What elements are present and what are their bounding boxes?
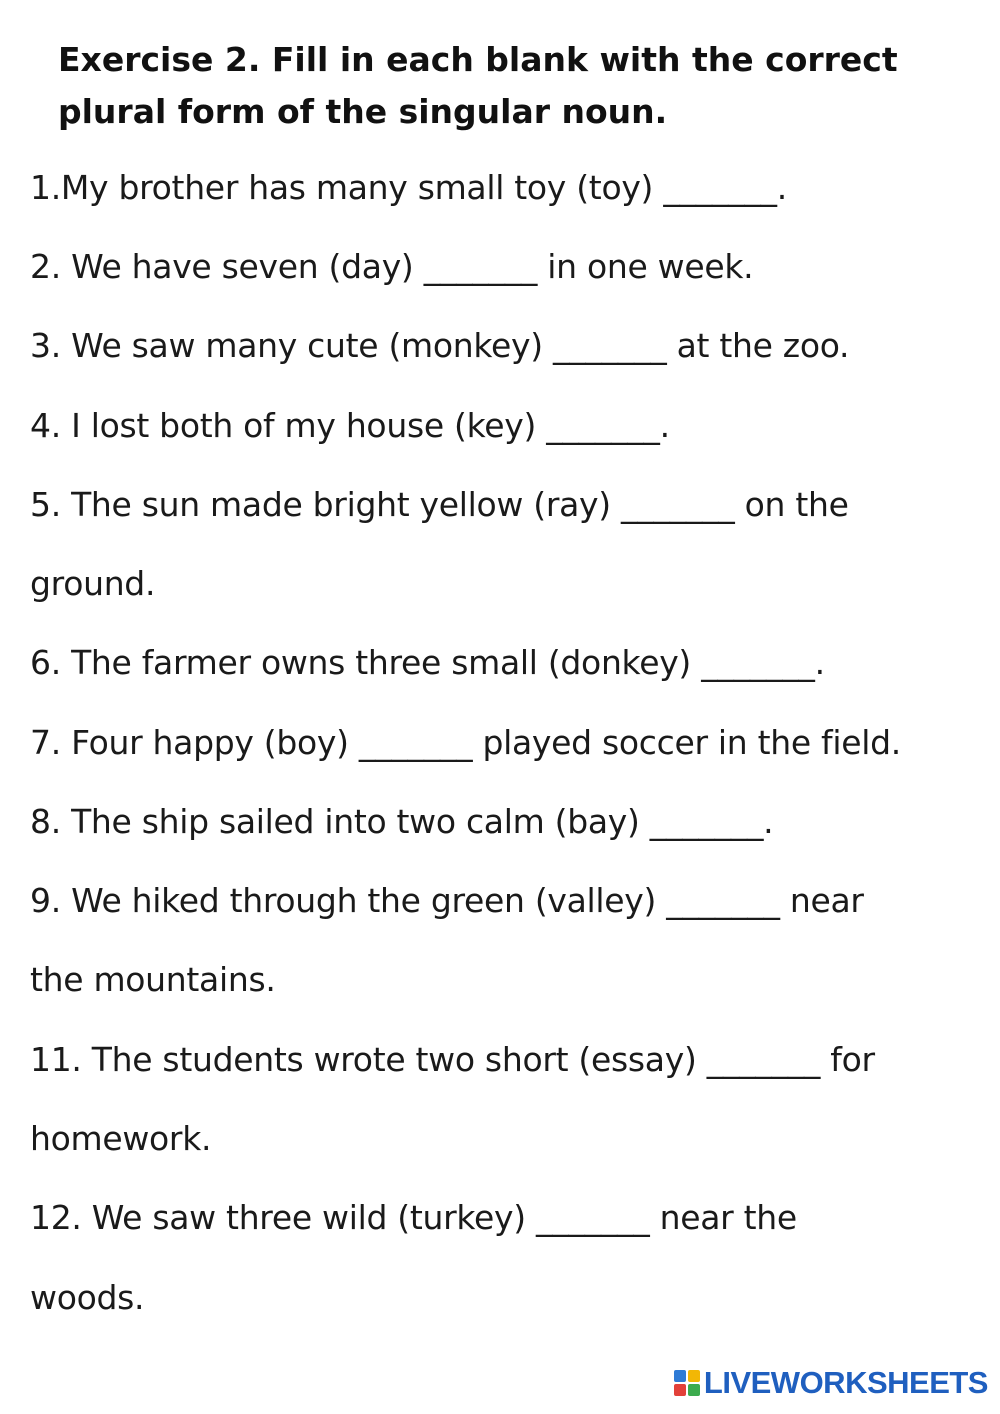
exercise-heading	[58, 34, 958, 138]
question-3: 3. We saw many cute (monkey) _______ at the zoo.	[30, 326, 850, 365]
liveworksheets-logo-icon	[674, 1370, 700, 1396]
question-1: 1.My brother has many small toy (toy) _______.	[30, 168, 787, 207]
brand-text: LIVEWORKSHEETS	[703, 1365, 988, 1400]
heading-line-1: Exercise 2. Fill in each blank with the correct	[58, 40, 898, 79]
question-11-line-1: 11. The students wrote two short (essay) _______ for	[30, 1040, 875, 1079]
question-12-line-1: 12. We saw three wild (turkey) _______ near the	[30, 1198, 797, 1237]
question-6: 6. The farmer owns three small (donkey) _______.	[30, 643, 825, 682]
question-12-line-2: woods.	[30, 1278, 145, 1317]
question-4: 4. I lost both of my house (key) _______.	[30, 406, 670, 445]
question-8: 8. The ship sailed into two calm (bay) _______.	[30, 802, 774, 841]
question-5-line-2: ground.	[30, 564, 156, 603]
question-9-line-2: the mountains.	[30, 960, 276, 999]
question-2: 2. We have seven (day) _______ in one week.	[30, 247, 754, 286]
question-7: 7. Four happy (boy) _______ played soccer in the field.	[30, 723, 901, 762]
heading-line-2: plural form of the singular noun.	[58, 92, 668, 131]
question-5-line-1: 5. The sun made bright yellow (ray) _______ on the	[30, 485, 849, 524]
question-11-line-2: homework.	[30, 1119, 212, 1158]
question-9-line-1: 9. We hiked through the green (valley) _______ near	[30, 881, 864, 920]
liveworksheets-brand[interactable]	[674, 1366, 988, 1400]
